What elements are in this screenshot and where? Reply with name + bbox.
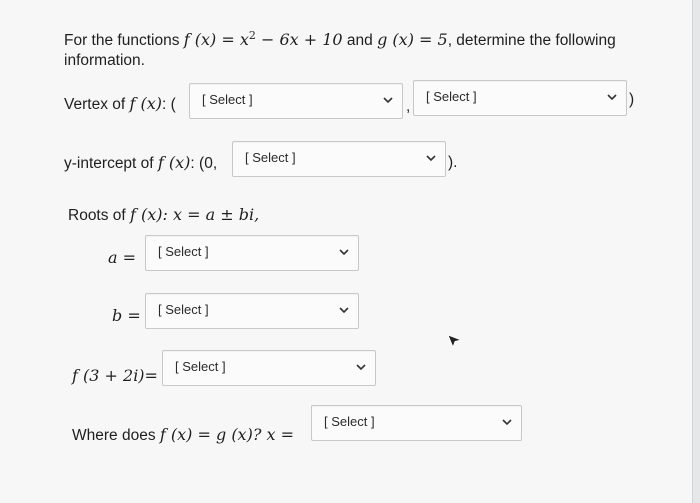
vertex-y-select[interactable] xyxy=(413,80,627,116)
f-eval-label: f (3 + 2i)= xyxy=(72,366,158,385)
a-select[interactable] xyxy=(145,235,359,271)
mouse-pointer-icon xyxy=(447,333,463,349)
yint-fx: f (x) xyxy=(157,153,191,172)
select-placeholder: [ Select ] xyxy=(426,89,477,104)
chevron-down-icon xyxy=(501,416,513,428)
f-definition-rest: − 6x + 10 xyxy=(255,30,343,50)
chevron-down-icon xyxy=(355,361,367,373)
vertex-label xyxy=(64,93,176,116)
intersection-select[interactable] xyxy=(311,405,522,441)
select-placeholder: [ Select ] xyxy=(158,244,209,259)
g-definition: g (x) = 5 xyxy=(377,30,448,50)
intersection-label xyxy=(72,424,294,447)
vertex-text: Vertex of xyxy=(64,96,130,113)
b-label: b = xyxy=(112,306,141,325)
roots-expression: f (x): x = a ± bi, xyxy=(130,205,260,224)
yint-text: y-intercept of xyxy=(64,155,158,172)
chevron-down-icon xyxy=(382,94,394,106)
intersection-expression: f (x) = g (x)? x = xyxy=(159,425,294,444)
chevron-down-icon xyxy=(338,304,350,316)
f-exponent: 2 xyxy=(248,29,256,42)
b-select[interactable] xyxy=(145,293,359,329)
question-intro xyxy=(64,25,616,52)
intersection-text: Where does xyxy=(72,427,160,444)
chevron-down-icon xyxy=(338,246,350,258)
f-definition: f (x) = x xyxy=(183,30,249,50)
yint-close: ). xyxy=(448,154,458,171)
roots-label xyxy=(68,204,259,227)
select-placeholder: [ Select ] xyxy=(158,302,209,317)
vertex-close-paren: ) xyxy=(629,91,635,108)
vertex-comma: , xyxy=(406,98,411,115)
intro-text: For the functions xyxy=(64,32,184,50)
roots-text: Roots of xyxy=(68,207,131,224)
select-placeholder: [ Select ] xyxy=(175,359,226,374)
select-placeholder: [ Select ] xyxy=(202,92,253,107)
a-label: a = xyxy=(108,248,137,267)
chevron-down-icon xyxy=(606,91,618,103)
question-intro-line2: information. xyxy=(64,52,145,69)
vertex-fx: f (x) xyxy=(129,94,162,113)
intro-text-end: , determine the following xyxy=(447,32,616,50)
intro-and: and xyxy=(342,32,378,50)
yint-label xyxy=(64,152,217,175)
select-placeholder: [ Select ] xyxy=(245,150,296,165)
select-placeholder: [ Select ] xyxy=(324,414,375,429)
yint-select[interactable] xyxy=(232,141,446,177)
vertex-x-select[interactable] xyxy=(189,83,403,119)
f-eval-select[interactable] xyxy=(162,350,376,386)
vertex-open-paren: : ( xyxy=(162,96,176,113)
chevron-down-icon xyxy=(425,152,437,164)
yint-prefix: : (0, xyxy=(190,155,218,172)
